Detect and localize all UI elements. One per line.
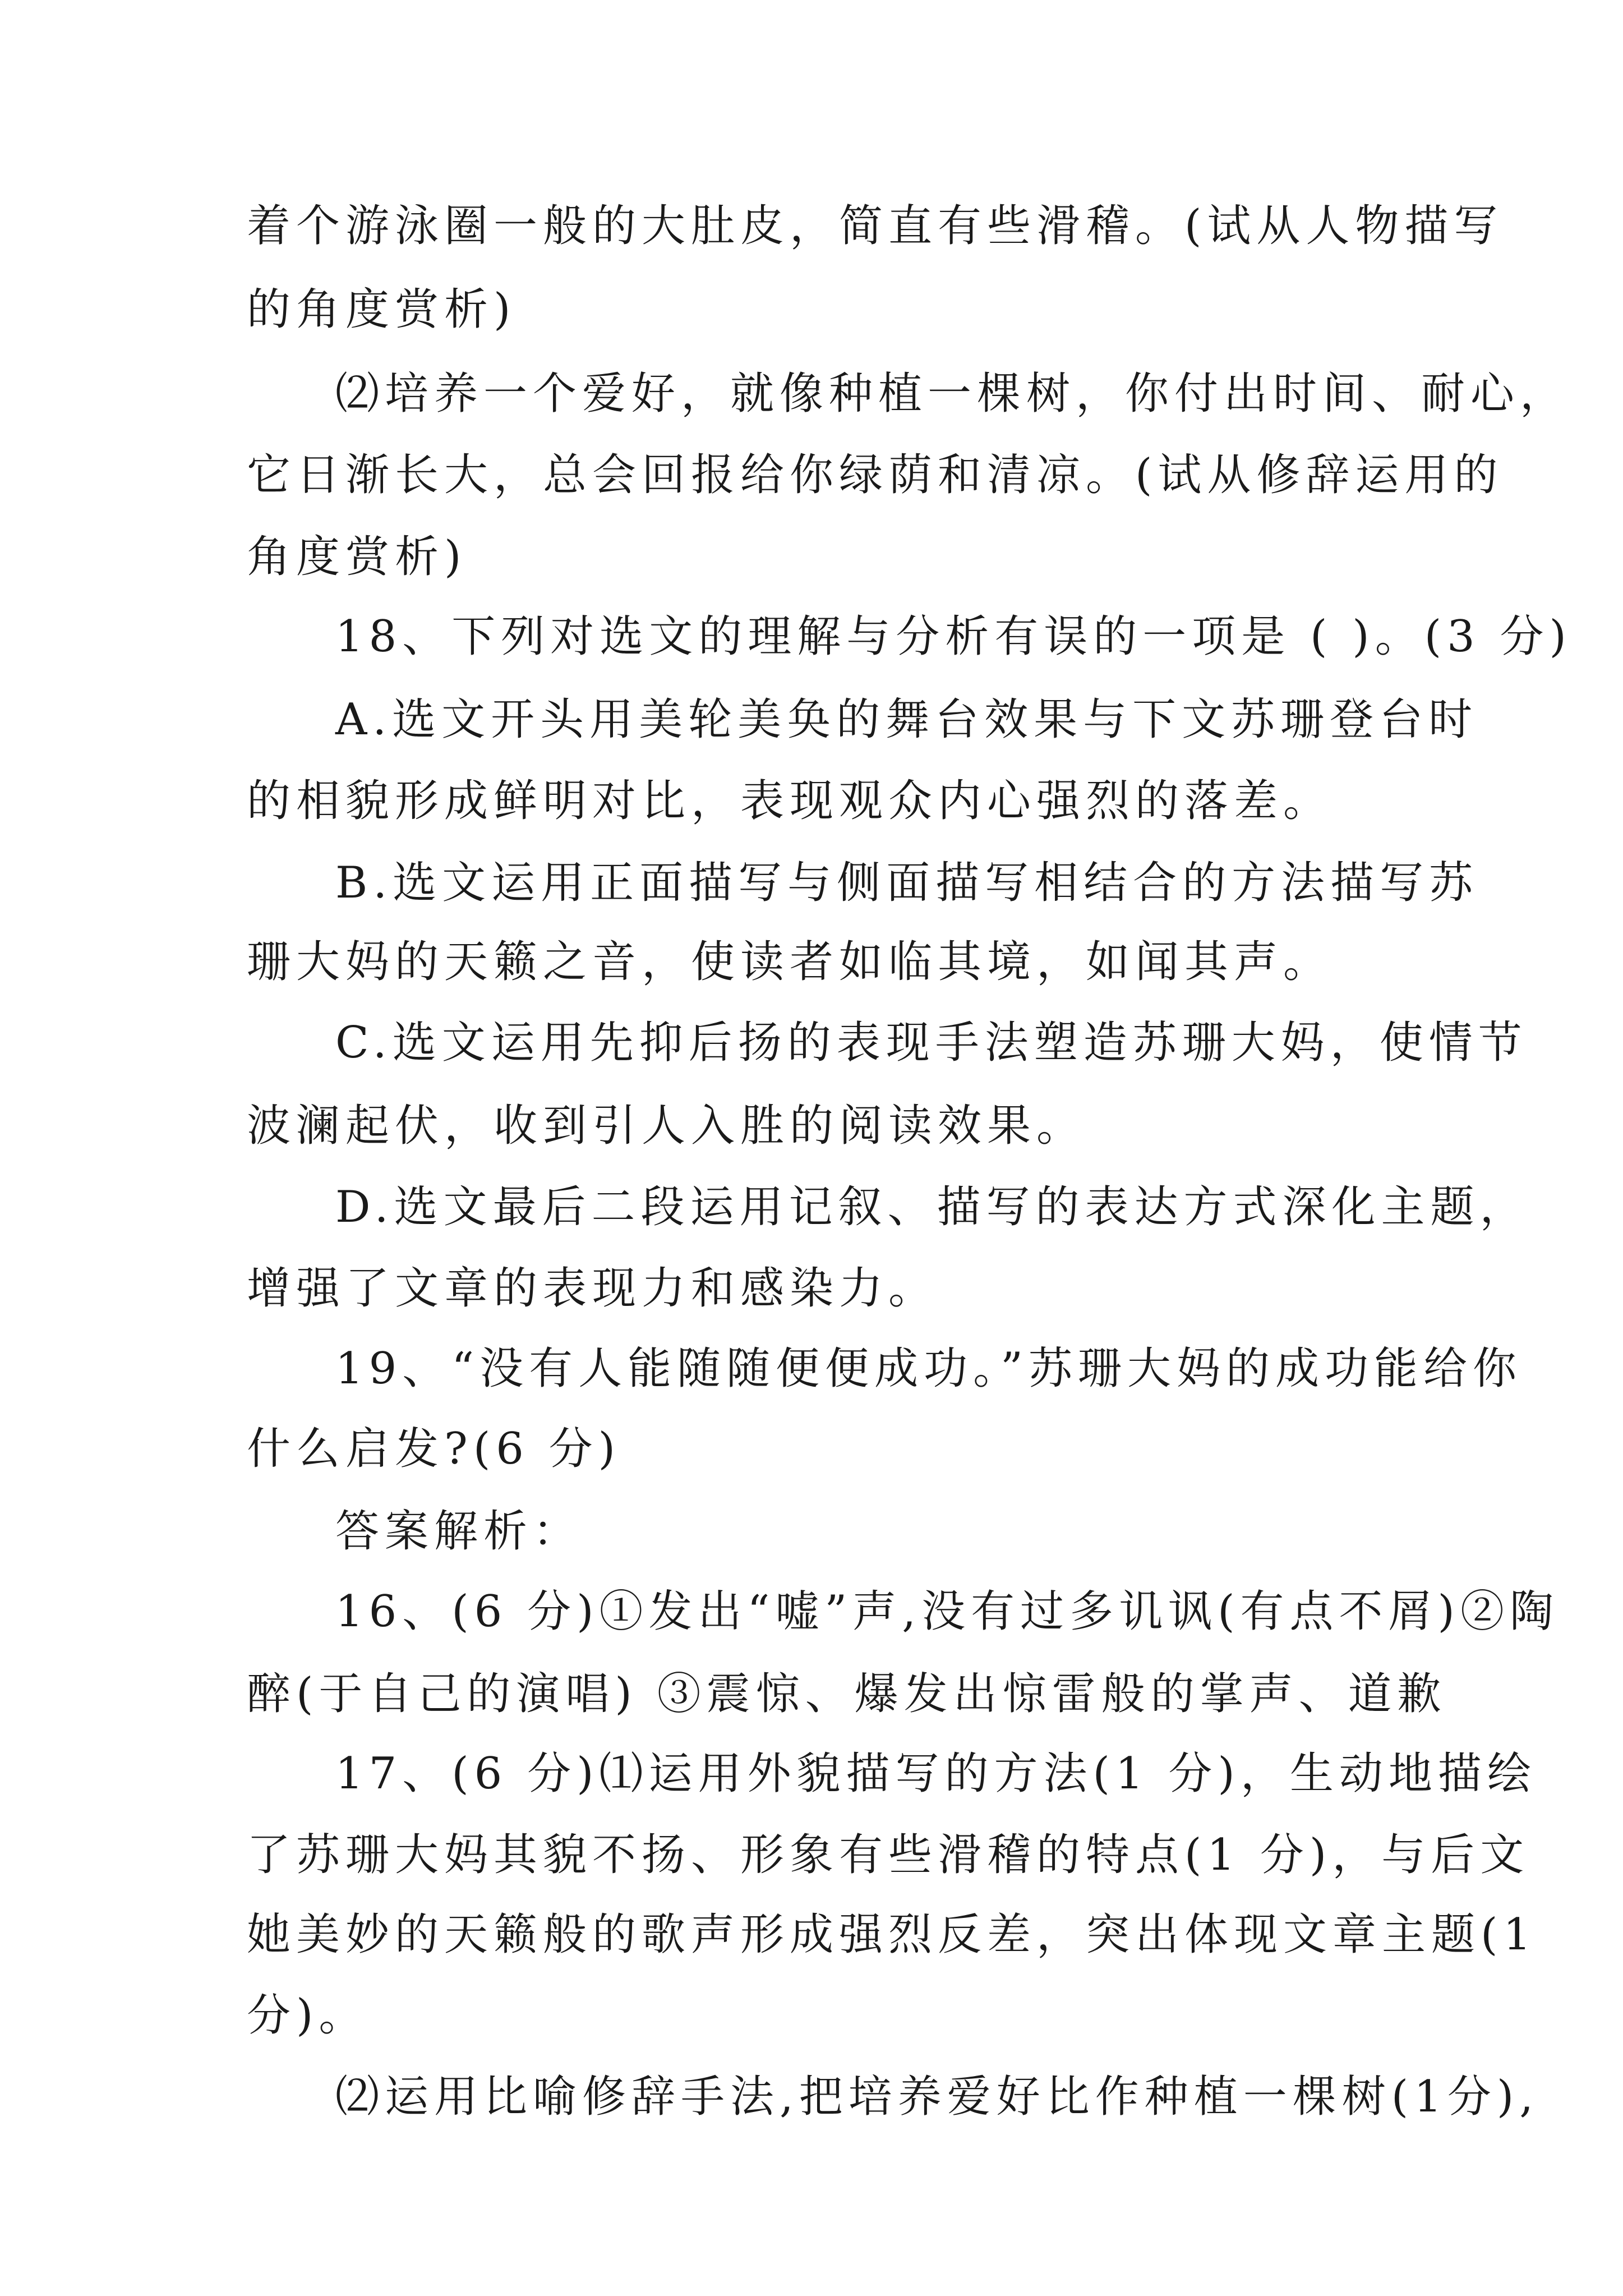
option-a-line-2: 的相貌形成鲜明对比，表现观众内心强烈的落差。 [247, 776, 1333, 826]
option-d-line-2: 增强了文章的表现力和感染力。 [247, 1263, 938, 1314]
question-19-line-2: 什么启发?(6 分) [247, 1424, 621, 1474]
option-d-line-1: D.选文最后二段运用记叙、描写的表达方式深化主题， [335, 1182, 1529, 1232]
answer-heading: 答案解析： [335, 1506, 583, 1557]
answer-16-line-2: 醉(于自己的演唱) ③震惊、爆发出惊雷般的掌声、道歉 [247, 1669, 1447, 1719]
text-line-1: 着个游泳圈一般的大肚皮，简直有些滑稽。(试从人物描写 [247, 201, 1504, 251]
option-c-line-2: 波澜起伏，收到引人入胜的阅读效果。 [247, 1101, 1086, 1151]
text-line-2: 的角度赏析) [247, 284, 517, 335]
option-b-line-1: B.选文运用正面描写与侧面描写相结合的方法描写苏 [335, 858, 1479, 908]
option-b-line-2: 珊大妈的天籁之音，使读者如临其境，如闻其声。 [247, 937, 1333, 987]
answer-17-part-2: ⑵运用比喻修辞手法,把培养爱好比作种植一棵树(1分), [335, 2072, 1539, 2122]
answer-17-line-4: 分)。 [247, 1990, 368, 2041]
text-line-3: ⑵培养一个爱好，就像种植一棵树，你付出时间、耐心， [335, 369, 1570, 419]
option-a-line-1: A.选文开头用美轮美奂的舞台效果与下文苏珊登台时 [335, 694, 1478, 745]
text-line-4: 它日渐长大，总会回报给你绿荫和清凉。(试从修辞运用的 [247, 450, 1504, 500]
option-c-line-1: C.选文运用先抑后扬的表现手法塑造苏珊大妈，使情节 [335, 1018, 1528, 1068]
question-18: 18、下列对选文的理解与分析有误的一项是 ( )。(3 分) [335, 611, 1572, 662]
answer-16-line-1: 16、(6 分)①发出“嘘”声,没有过多讥讽(有点不屑)②陶 [335, 1586, 1559, 1637]
answer-17-line-1: 17、(6 分)⑴运用外貌描写的方法(1 分)，生动地描绘 [335, 1749, 1537, 1799]
answer-17-line-3: 她美妙的天籁般的歌声形成强烈反差，突出体现文章主题(1 [247, 1910, 1537, 1960]
answer-17-line-2: 了苏珊大妈其貌不扬、形象有些滑稽的特点(1 分)，与后文 [247, 1830, 1530, 1880]
question-19-line-1: 19、“没有人能随随便便成功。”苏珊大妈的成功能给你 [335, 1343, 1523, 1394]
text-line-5: 角度赏析) [247, 532, 467, 582]
